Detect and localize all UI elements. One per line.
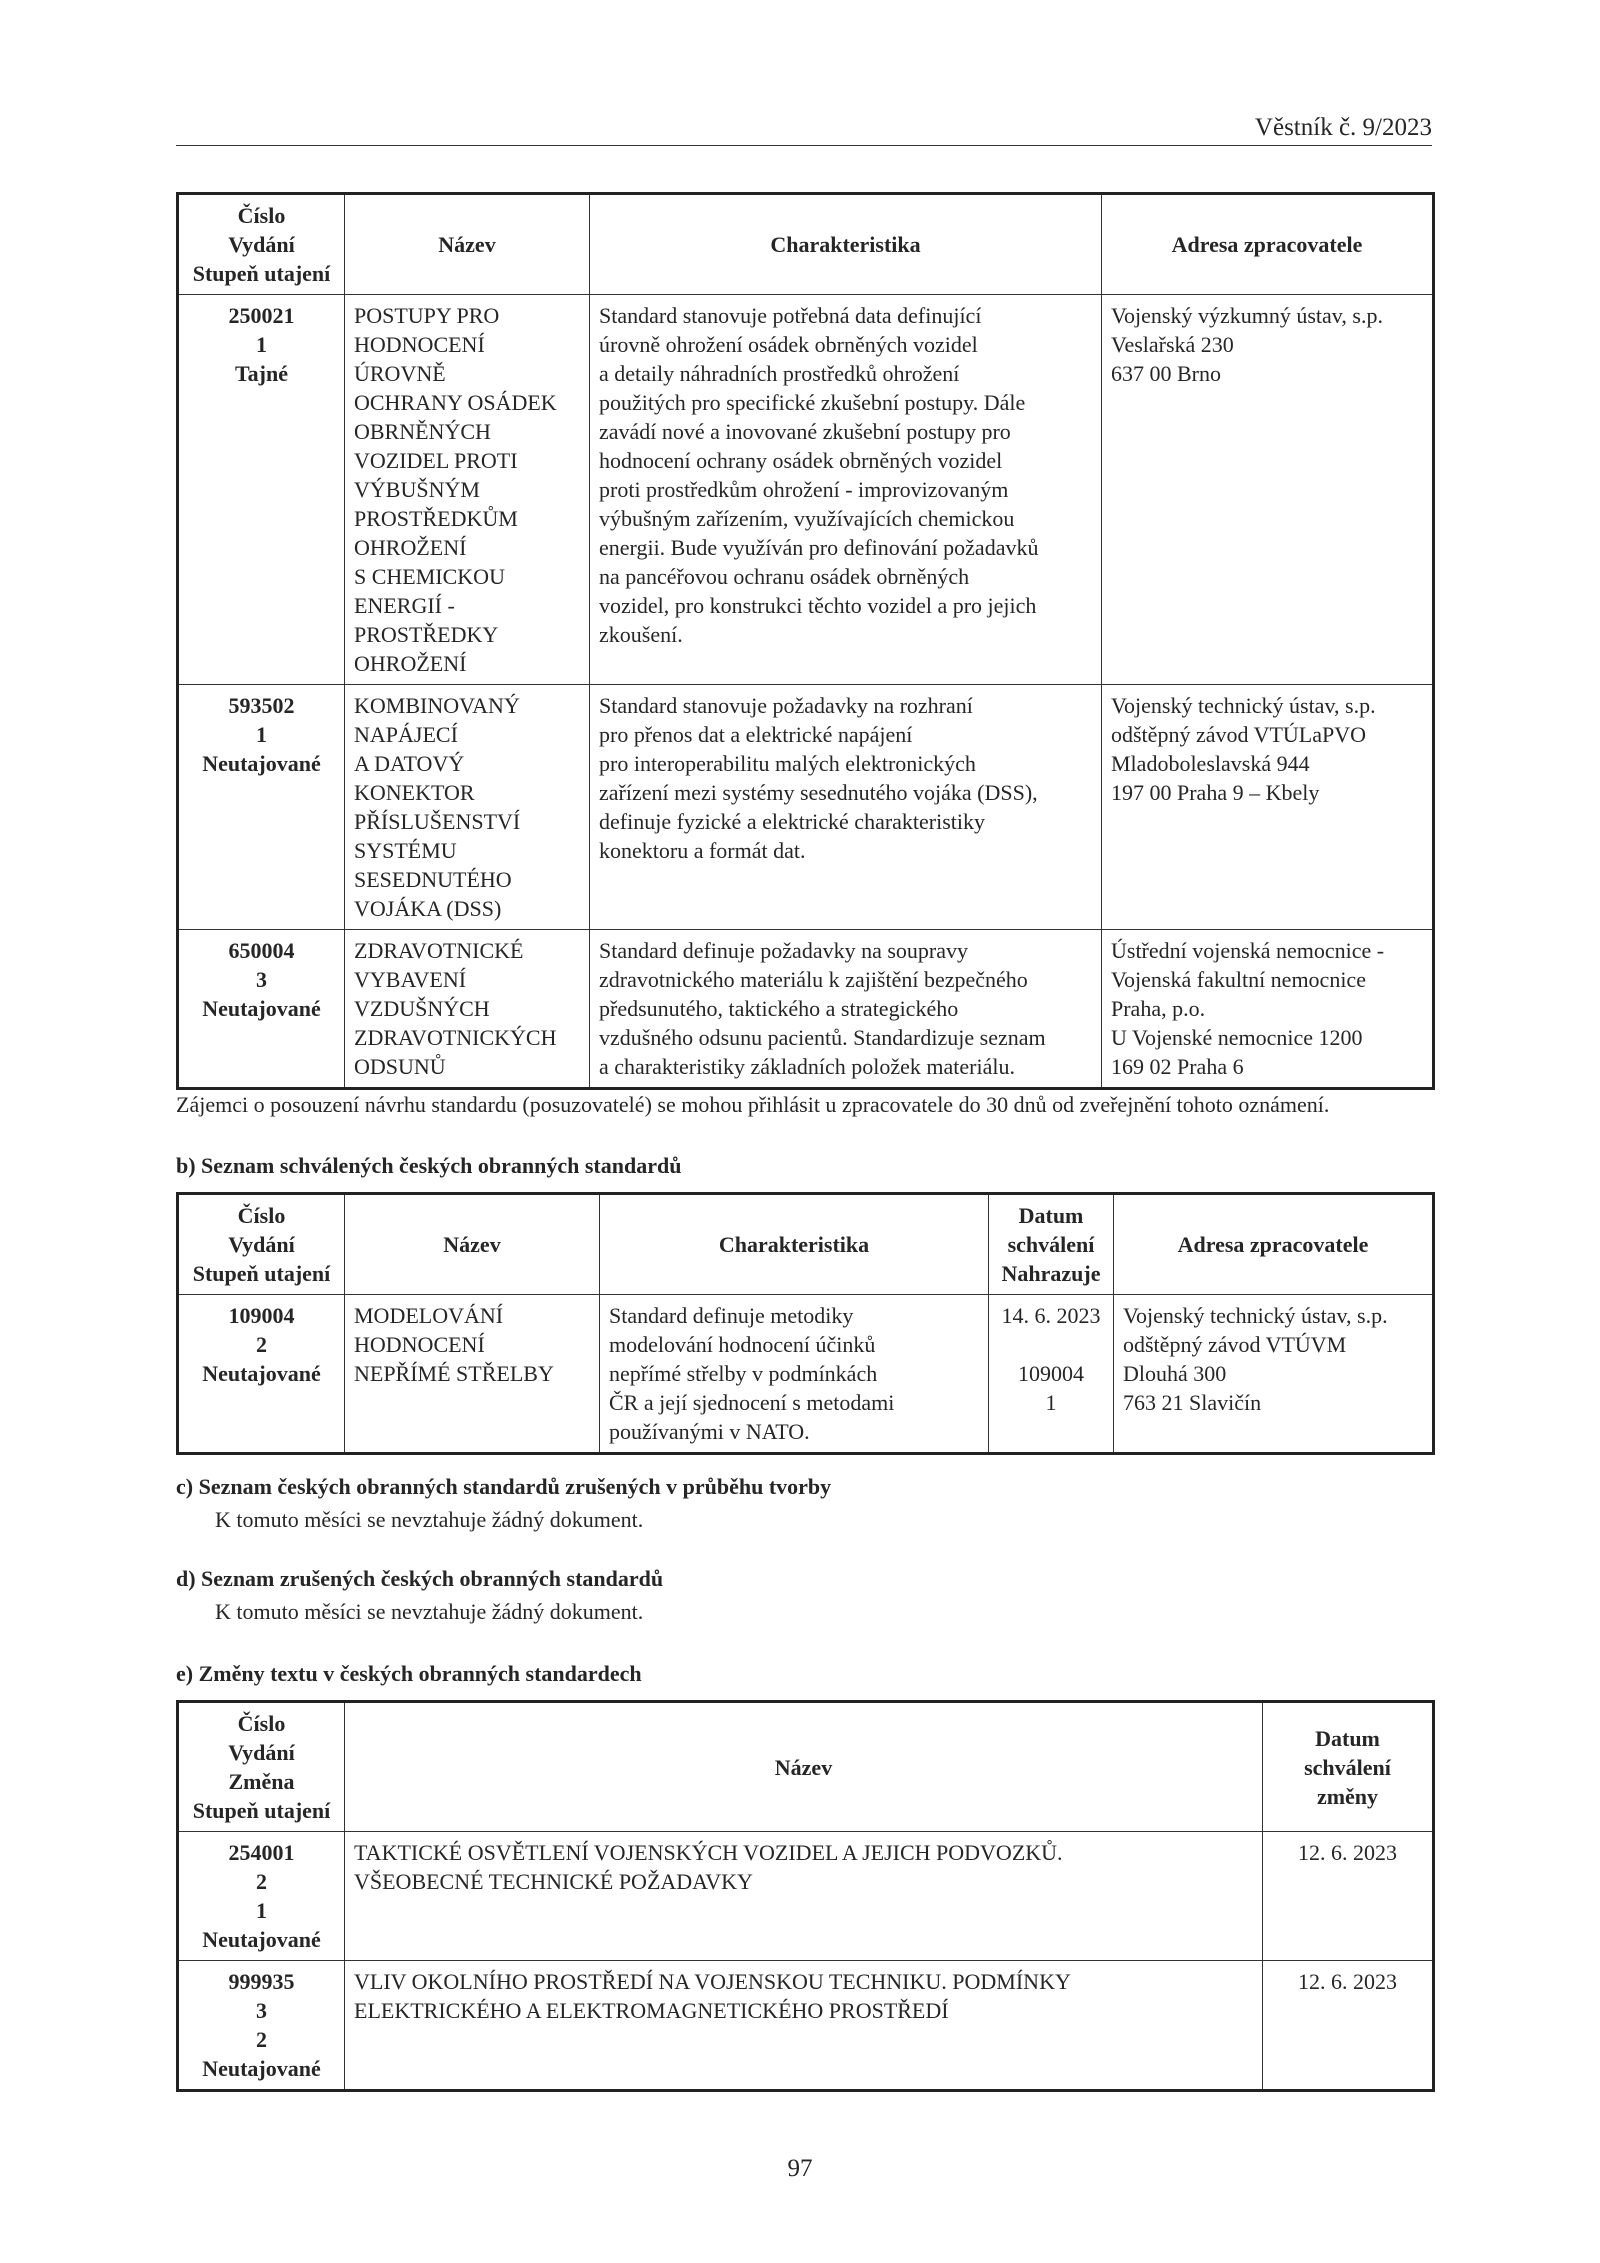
col-header-id: Číslo Vydání Změna Stupeň utajení: [178, 1702, 345, 1832]
section-e-title: e) Změny textu v českých obranných standardech: [176, 1661, 642, 1686]
col-header-address: Adresa zpracovatele: [1102, 194, 1434, 295]
characteristics-cell: Standard definuje požadavky na soupravy zdravotnického materiálu k zajištění bezpečného předsunutého, taktického a strategického vzdušného odsunu pacientů. Standardizuje seznam a charakteristiky základních položek materiálu.: [590, 930, 1102, 1089]
characteristics-cell: Standard definuje metodiky modelování hodnocení účinků nepřímé střelby v podmínkách ČR a její sjednocení s metodami používanými v NATO.: [600, 1295, 989, 1454]
standard-id-cell: 999935 3 2 Neutajované: [178, 1961, 345, 2091]
table-header-row: [178, 194, 1434, 295]
draft-standards-table: [176, 192, 1435, 1090]
standard-name-cell: TAKTICKÉ OSVĚTLENÍ VOJENSKÝCH VOZIDEL A JEJICH PODVOZKŮ. VŠEOBECNÉ TECHNICKÉ POŽADAVKY: [345, 1832, 1263, 1961]
col-header-characteristics: Charakteristika: [600, 1194, 989, 1295]
section-c-title: c) Seznam českých obranných standardů zrušených v průběhu tvorby: [176, 1474, 832, 1499]
standard-name-cell: VLIV OKOLNÍHO PROSTŘEDÍ NA VOJENSKOU TECHNIKU. PODMÍNKY ELEKTRICKÉHO A ELEKTROMAGNETICKÉHO PROSTŘEDÍ: [345, 1961, 1263, 2091]
journal-header: Věstník č. 9/2023: [1254, 114, 1432, 141]
standard-id-cell: 109004 2 Neutajované: [178, 1295, 345, 1454]
standard-name-cell: POSTUPY PRO HODNOCENÍ ÚROVNĚ OCHRANY OSÁDEK OBRNĚNÝCH VOZIDEL PROTI VÝBUŠNÝM PROSTŘEDKŮM OHROŽENÍ S CHEMICKOU ENERGIÍ - PROSTŘEDKY OHROŽENÍ: [345, 295, 590, 685]
col-header-address: Adresa zpracovatele: [1114, 1194, 1434, 1295]
section-d-title: d) Seznam zrušených českých obranných standardů: [176, 1566, 664, 1591]
approved-standards-table: [176, 1192, 1435, 1455]
standard-name-cell: KOMBINOVANÝ NAPÁJECÍ A DATOVÝ KONEKTOR PŘÍSLUŠENSTVÍ SYSTÉMU SESEDNUTÉHO VOJÁKA (DSS): [345, 685, 590, 930]
address-cell: Vojenský technický ústav, s.p. odštěpný závod VTÚLaPVO Mladoboleslavská 944 197 00 Praha 9 – Kbely: [1102, 685, 1434, 930]
table-row: [178, 1295, 1434, 1454]
section-b-title: b) Seznam schválených českých obranných standardů: [176, 1153, 682, 1178]
table-body: [178, 1295, 1434, 1454]
col-header-date: Datum schválení Nahrazuje: [989, 1194, 1114, 1295]
table-row: [178, 930, 1434, 1089]
address-cell: Vojenský výzkumný ústav, s.p. Veslařská 230 637 00 Brno: [1102, 295, 1434, 685]
address-cell: Ústřední vojenská nemocnice - Vojenská fakultní nemocnice Praha, p.o. U Vojenské nemocnice 1200 169 02 Praha 6: [1102, 930, 1434, 1089]
table-row: [178, 1832, 1434, 1961]
table-header-row: [178, 1702, 1434, 1832]
applicants-note: Zájemci o posouzení návrhu standardu (posuzovatelé) se mohou přihlásit u zpracovatele do 30 dnů od zveřejnění tohoto oznámení.: [176, 1092, 1330, 1117]
page-number: 97: [787, 2155, 813, 2182]
change-date-cell: 12. 6. 2023: [1263, 1832, 1434, 1961]
table-row: [178, 1961, 1434, 2091]
standard-name-cell: MODELOVÁNÍ HODNOCENÍ NEPŘÍMÉ STŘELBY: [345, 1295, 600, 1454]
standard-id-cell: 650004 3 Neutajované: [178, 930, 345, 1089]
col-header-date: Datum schválení změny: [1263, 1702, 1434, 1832]
col-header-characteristics: Charakteristika: [590, 194, 1102, 295]
standard-id-cell: 254001 2 1 Neutajované: [178, 1832, 345, 1961]
table-row: [178, 295, 1434, 685]
section-c-text: K tomuto měsíci se nevztahuje žádný dokument.: [215, 1507, 644, 1532]
table-header-row: [178, 1194, 1434, 1295]
table-body: [178, 295, 1434, 1089]
table-row: [178, 685, 1434, 930]
characteristics-cell: Standard stanovuje potřebná data definující úrovně ohrožení osádek obrněných vozidel a detaily náhradních prostředků ohrožení použitých pro specifické zkušební postupy. Dále zavádí nové a inovované zkušební postupy pro hodnocení ochrany osádek obrněných vozidel proti prostředkům ohrožení - improvizovaným výbušným zařízením, využívajících chemickou energii. Bude využíván pro definování požadavků na pancéřovou ochranu osádek obrněných vozidel, pro konstrukci těchto vozidel a pro jejich zkoušení.: [590, 295, 1102, 685]
address-cell: Vojenský technický ústav, s.p. odštěpný závod VTÚVM Dlouhá 300 763 21 Slavičín: [1114, 1295, 1434, 1454]
standard-name-cell: ZDRAVOTNICKÉ VYBAVENÍ VZDUŠNÝCH ZDRAVOTNICKÝCH ODSUNŮ: [345, 930, 590, 1089]
standard-id-cell: 593502 1 Neutajované: [178, 685, 345, 930]
col-header-name: Název: [345, 194, 590, 295]
col-header-name: Název: [345, 1702, 1263, 1832]
col-header-id: Číslo Vydání Stupeň utajení: [178, 1194, 345, 1295]
standard-id-cell: 250021 1 Tajné: [178, 295, 345, 685]
col-header-id: Číslo Vydání Stupeň utajení: [178, 194, 345, 295]
col-header-name: Název: [345, 1194, 600, 1295]
text-changes-table: [176, 1700, 1435, 2092]
change-date-cell: 12. 6. 2023: [1263, 1961, 1434, 2091]
approval-date-cell: 14. 6. 2023 109004 1: [989, 1295, 1114, 1454]
table-body: [178, 1832, 1434, 2091]
characteristics-cell: Standard stanovuje požadavky na rozhraní pro přenos dat a elektrické napájení pro interoperabilitu malých elektronických zařízení mezi systémy sesednutého vojáka (DSS), definuje fyzické a elektrické charakteristiky konektoru a formát dat.: [590, 685, 1102, 930]
section-d-text: K tomuto měsíci se nevztahuje žádný dokument.: [215, 1599, 644, 1624]
header-rule: [176, 145, 1432, 146]
